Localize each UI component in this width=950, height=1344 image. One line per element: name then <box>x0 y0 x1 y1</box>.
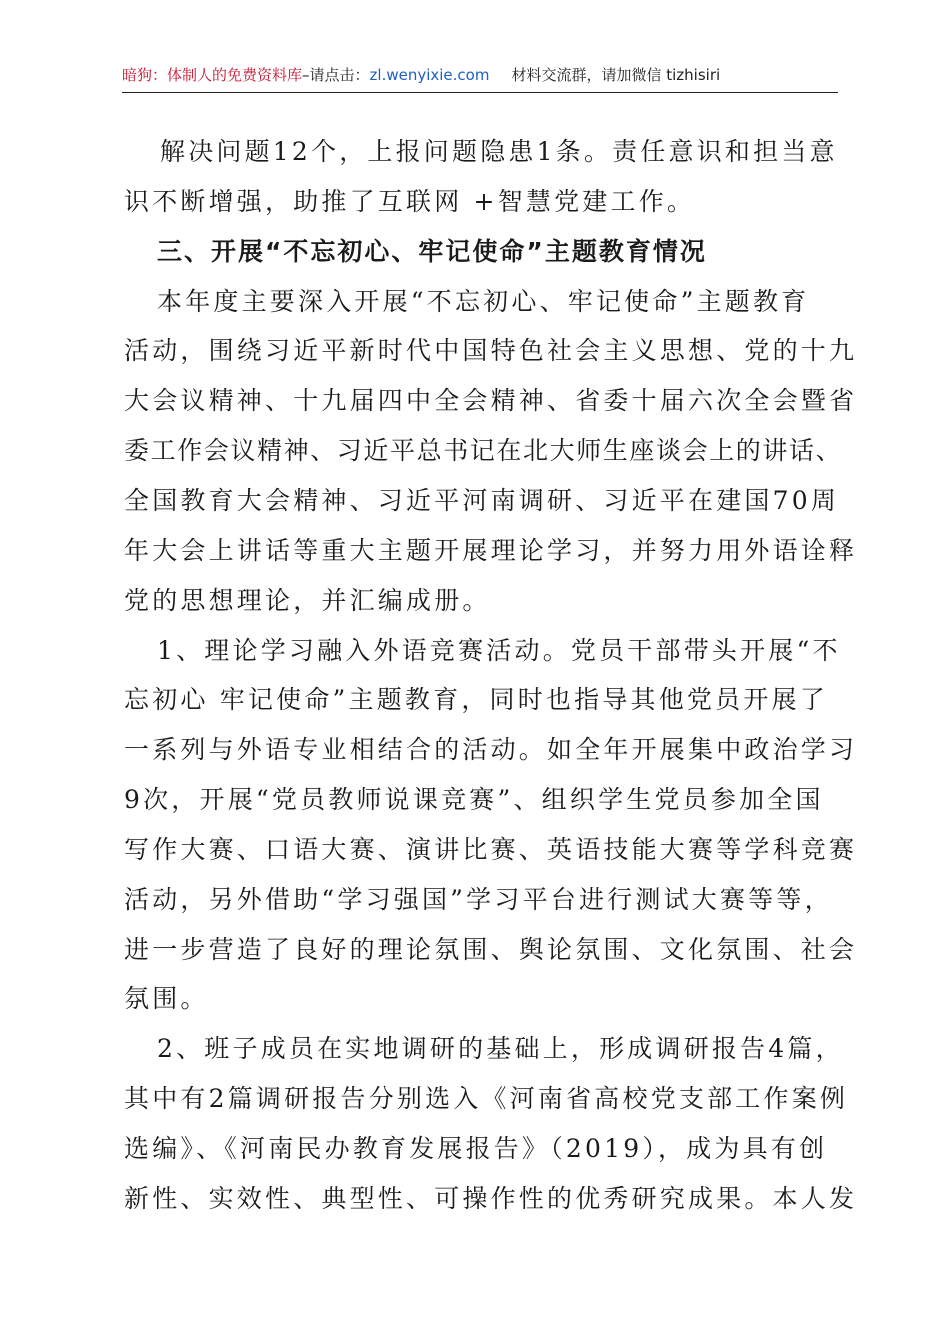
text-line: 大会议精神、十九届四中全会精神、省委十届六次全会暨省 <box>124 386 858 415</box>
header-url-link[interactable]: zl.wenyixie.com <box>369 66 490 84</box>
text-line: 党的思想理论，并汇编成册。 <box>124 586 491 615</box>
text-line: 委工作会议精神、习近平总书记在北大师生座谈会上的讲话、 <box>124 436 843 465</box>
text-line: 本年度主要深入开展“不忘初心、牢记使命”主题教育 <box>157 287 810 316</box>
text-line: 进一步营造了良好的理论氛围、舆论氛围、文化氛围、社会 <box>124 935 858 964</box>
text-line: 活动，围绕习近平新时代中国特色社会主义思想、党的十九 <box>124 336 858 365</box>
page-header <box>122 64 838 90</box>
text-line: 写作大赛、口语大赛、演讲比赛、英语技能大赛等学科竞赛 <box>124 835 858 864</box>
text-line: 识不断增强，助推了互联网 +智慧党建工作。 <box>124 187 696 216</box>
text-line: 氛围。 <box>124 984 209 1013</box>
header-site-label: 暗狗：体制人的免费资料库 <box>122 66 303 84</box>
header-click-prompt: –请点击： <box>302 66 370 84</box>
text-line: 新性、实效性、典型性、可操作性的优秀研究成果。本人发 <box>124 1184 858 1213</box>
text-line: 1、理论学习融入外语竞赛活动。党员干部带头开展“不 <box>157 636 841 665</box>
header-divider <box>122 92 838 93</box>
section-heading: 三、开展“不忘初心、牢记使命”主题教育情况 <box>157 237 707 266</box>
text-line: 一系列与外语专业相结合的活动。如全年开展集中政治学习 <box>124 735 858 764</box>
text-line: 解决问题12个，上报问题隐患1条。责任意识和担当意 <box>160 137 838 166</box>
text-line: 年大会上讲话等重大主题开展理论学习，并努力用外语诠释 <box>124 536 858 565</box>
text-line: 忘初心 牢记使命”主题教育，同时也指导其他党员开展了 <box>124 685 828 714</box>
text-line: 9次，开展“党员教师说课竞赛”、组织学生党员参加全国 <box>124 785 824 814</box>
text-line: 活动，另外借助“学习强国”学习平台进行测试大赛等等， <box>124 885 833 914</box>
text-line: 2、班子成员在实地调研的基础上，形成调研报告4篇， <box>157 1034 844 1063</box>
text-line: 全国教育大会精神、习近平河南调研、习近平在建国70周 <box>124 486 840 515</box>
text-line: 选编》、《河南民办教育发展报告》（2019），成为具有创 <box>124 1134 828 1163</box>
header-contact: 材料交流群，请加微信 tizhisiri <box>511 66 721 84</box>
text-line: 其中有2篇调研报告分别选入《河南省高校党支部工作案例 <box>124 1084 849 1113</box>
